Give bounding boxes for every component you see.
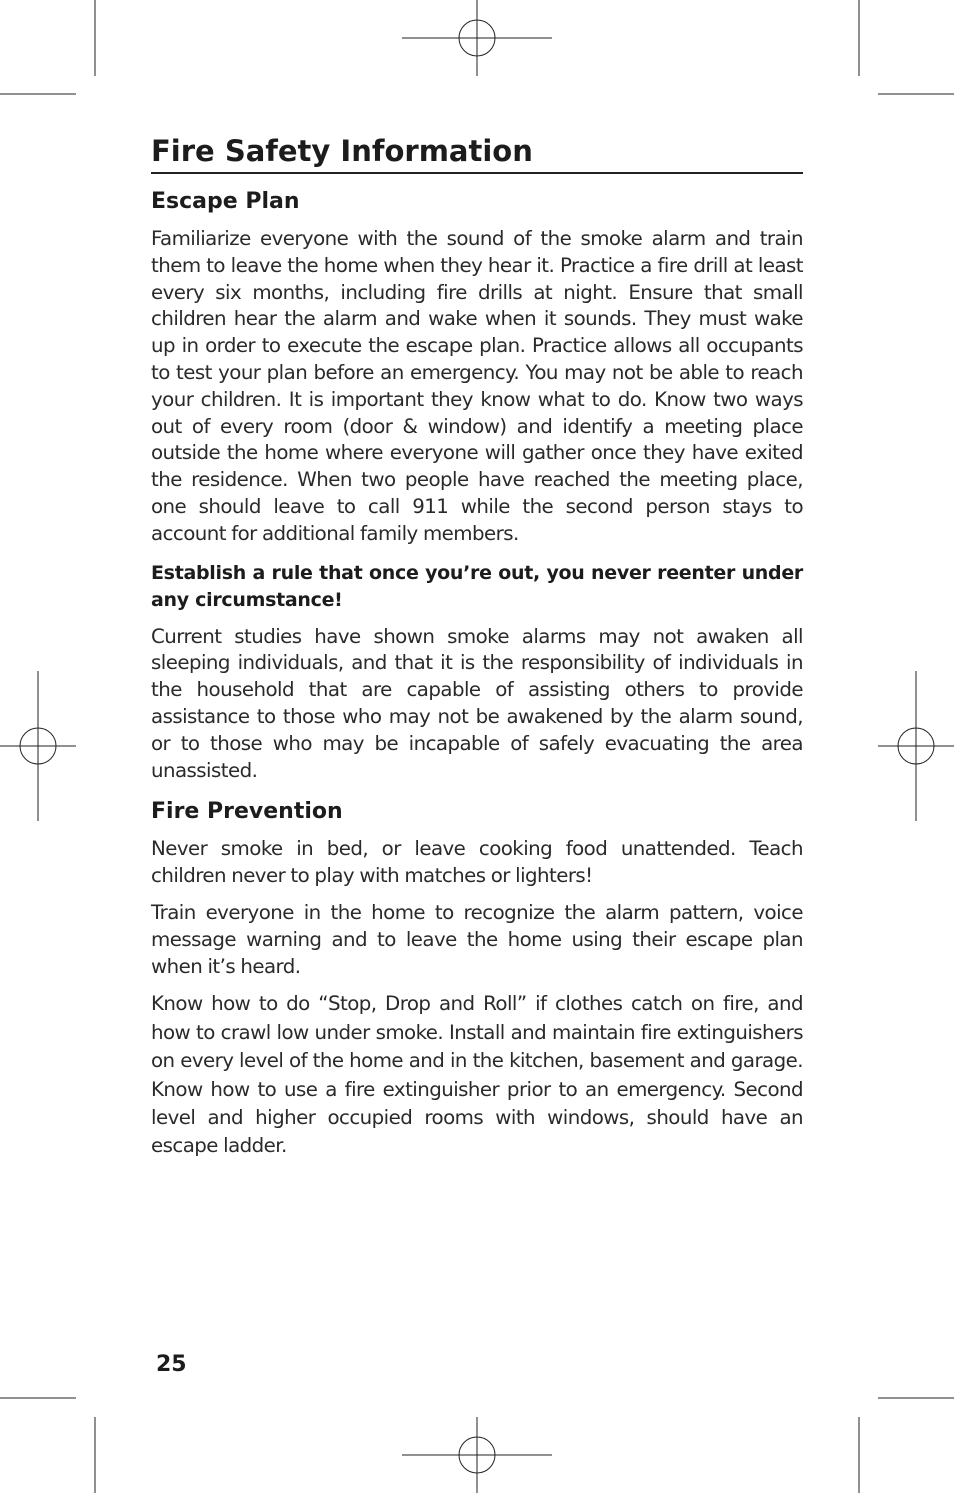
page-number: 25 bbox=[156, 1352, 187, 1377]
section-heading-escape-plan: Escape Plan bbox=[151, 189, 300, 214]
registration-mark-bottom bbox=[402, 1417, 552, 1493]
page-content bbox=[151, 132, 803, 1171]
fire-prevention-paragraph: Train everyone in the home to recognize the alarm pattern, voice message warning and to leave the home using their escape plan when it’s heard. bbox=[151, 900, 803, 978]
page-title: Fire Safety Information bbox=[151, 132, 803, 174]
section-heading-fire-prevention: Fire Prevention bbox=[151, 799, 343, 825]
registration-mark-left bbox=[0, 671, 76, 821]
escape-plan-paragraph: Familiarize everyone with the sound of the smoke alarm and train them to leave the home when they hear it. Practice a fire drill at least every six months, including fire drills at night. Ensure that small children hear the alarm and wake when it sounds. They must wake up in order to execute the escape plan. Practice allows all occupants to test your plan before an emergency. You may not be able to reach your children. It is important they know what to do. Know two ways out of every room (door & window) and identify a meeting place outside the home where everyone will gather once they have exited the residence. When two people have reached the meeting place, one should leave to call 911 while the second person stays to account for additional family members. bbox=[151, 227, 803, 545]
registration-mark-top bbox=[402, 0, 552, 76]
registration-mark-right bbox=[878, 671, 954, 821]
fire-prevention-paragraph: Know how to do “Stop, Drop and Roll” if clothes catch on fire, and how to crawl low under smoke. Install and maintain fire extinguishers on every level of the home and in the kitchen, basement and garage. Know how to use a fire extinguisher prior to an emergency. Second level and higher occupied rooms with windows, should have an escape ladder. bbox=[151, 992, 803, 1158]
never-reenter-rule: Establish a rule that once you’re out, you never reenter under any circumstance! bbox=[151, 561, 803, 611]
fire-prevention-paragraph: Never smoke in bed, or leave cooking food unattended. Teach children never to play with matches or lighters! bbox=[151, 837, 803, 888]
assistance-paragraph: Current studies have shown smoke alarms may not awaken all sleeping individuals, and that it is the responsibility of individuals in the household that are capable of assisting others to provide assistance to those who may not be awakened by the alarm sound, or to those who may be incapable of safely evacuating the area unassisted. bbox=[151, 624, 803, 782]
